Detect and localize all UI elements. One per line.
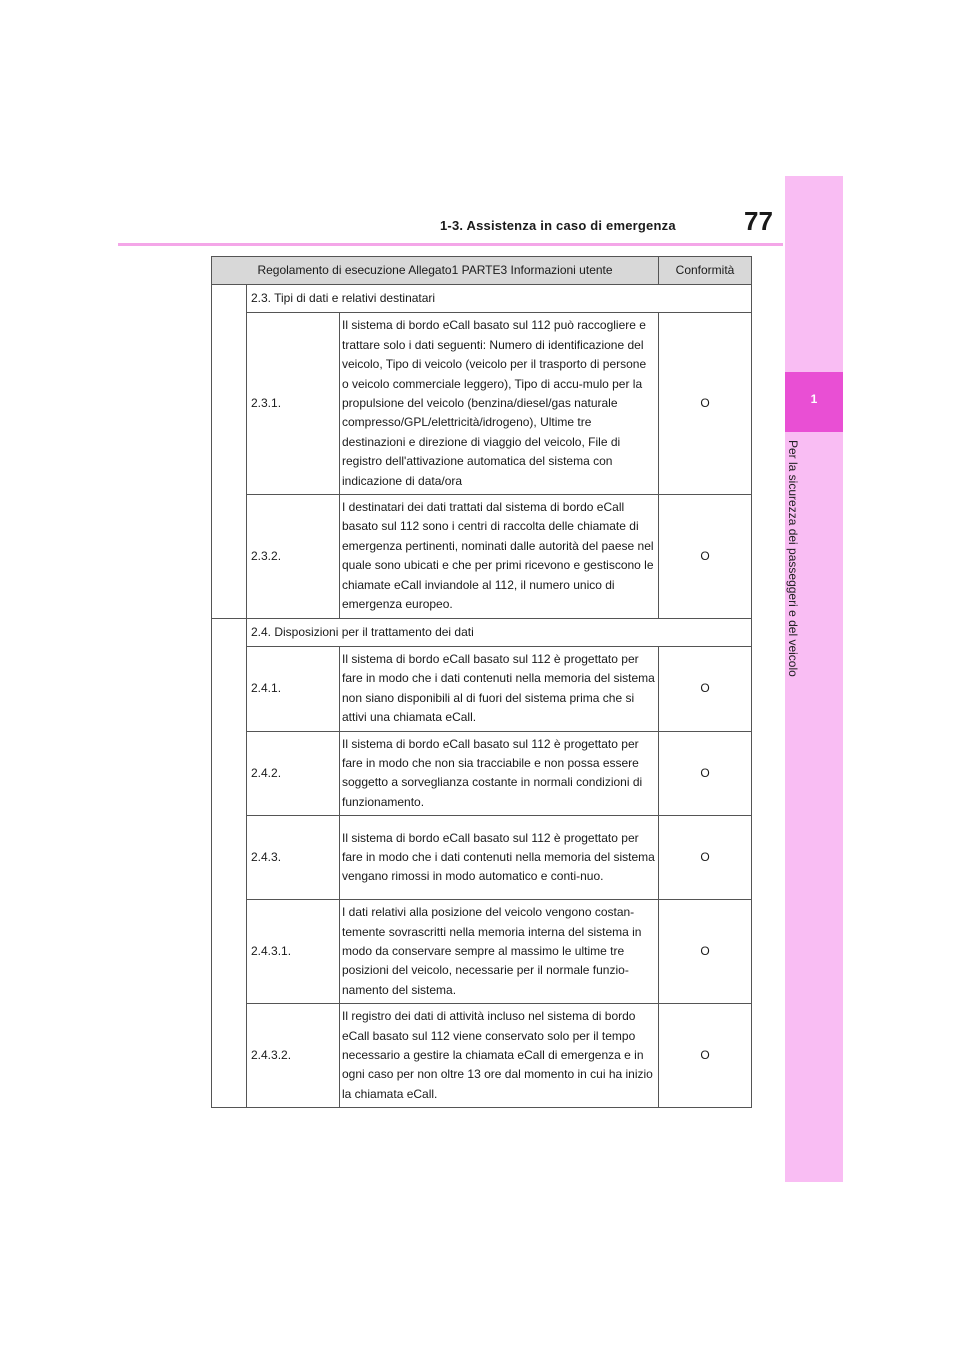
item-conformity: O xyxy=(659,900,752,1004)
table-header-row xyxy=(212,257,752,285)
item-conformity: O xyxy=(659,816,752,900)
item-text: Il registro dei dati di attività incluso nel sistema di bordo eCall basato sul 112 viene conservato solo per il tempo necessario a gestire la chiamata eCall di emergenza e in ogni caso per non oltre 13 ore dal momento in cui ha inizio la chiamata eCall. xyxy=(340,1004,659,1108)
item-conformity: O xyxy=(659,313,752,495)
header-rule xyxy=(118,243,783,246)
table-row xyxy=(212,495,752,618)
chapter-number: 1 xyxy=(810,392,818,406)
item-number: 2.4.3.1. xyxy=(247,900,340,1004)
table-row xyxy=(212,646,752,731)
section-row xyxy=(212,285,752,313)
item-number: 2.3.2. xyxy=(247,495,340,618)
item-text: Il sistema di bordo eCall basato sul 112 può raccogliere e trattare solo i dati seguenti: Numero di identificazione del veicolo, Tipo di veicolo (veicolo per il trasporto di persone o veicolo commerciale leggero), Tipo di accu-mulo per la propulsione del veicolo (benzina/diesel/gas naturale compresso/GPL/elettricità/idrogeno), Ultime tre destinazioni e direzione di viaggio del veicolo, File di registro dell'attivazione automatica del sistema con indicazione di data/ora xyxy=(340,313,659,495)
header-regulation: Regolamento di esecuzione Allegato1 PARTE3 Informazioni utente xyxy=(212,257,659,285)
table-row xyxy=(212,313,752,495)
item-number: 2.4.2. xyxy=(247,731,340,816)
blank-cell xyxy=(212,285,247,619)
chapter-label: Per la sicurezza dei passeggeri e del veicolo xyxy=(786,440,800,677)
section-title-cell: 2.3. Tipi di dati e relativi destinatari xyxy=(247,285,752,313)
table-row xyxy=(212,731,752,816)
item-conformity: O xyxy=(659,495,752,618)
item-conformity: O xyxy=(659,646,752,731)
item-text: Il sistema di bordo eCall basato sul 112 è progettato per fare in modo che i dati contenuti nella memoria del sistema non siano disponibili al di fuori del sistema prima che si attivi una chiamata eCall. xyxy=(340,646,659,731)
table-row xyxy=(212,900,752,1004)
header-conformity: Conformità xyxy=(659,257,752,285)
blank-cell xyxy=(212,618,247,1108)
page-number: 77 xyxy=(744,206,773,236)
item-number: 2.4.3.2. xyxy=(247,1004,340,1108)
item-conformity: O xyxy=(659,731,752,816)
table-row xyxy=(212,1004,752,1108)
item-text: Il sistema di bordo eCall basato sul 112 è progettato per fare in modo che non sia tracciabile e non possa essere soggetto a sorveglianza costante in normali condizioni di funzionamento. xyxy=(340,731,659,816)
section-row xyxy=(212,618,752,646)
section-title-cell: 2.4. Disposizioni per il trattamento dei dati xyxy=(247,618,752,646)
section-title: 1-3. Assistenza in caso di emergenza xyxy=(440,218,676,233)
item-number: 2.4.3. xyxy=(247,816,340,900)
chapter-side-tab xyxy=(785,176,843,1182)
table-row xyxy=(212,816,752,900)
item-number: 2.4.1. xyxy=(247,646,340,731)
regulation-table xyxy=(211,256,752,1108)
item-text: Il sistema di bordo eCall basato sul 112 è progettato per fare in modo che i dati contenuti nella memoria del sistema vengano rimossi in modo automatico e conti-nuo. xyxy=(340,816,659,900)
item-number: 2.3.1. xyxy=(247,313,340,495)
item-text: I dati relativi alla posizione del veicolo vengono costan-temente sovrascritti nella memoria interna del sistema in modo da conservare sempre al massimo le ultime tre posizioni del veicolo, necessarie per il normale funzio-namento del sistema. xyxy=(340,900,659,1004)
item-text: I destinatari dei dati trattati dal sistema di bordo eCall basato sul 112 sono i centri di raccolta delle chiamate di emergenza pertinenti, nominati dalle autorità del paese nel quale sono ubicati e che per primi ricevono e gestiscono le chiamate eCall inviandole al 112, il numero unico di emergenza europeo. xyxy=(340,495,659,618)
item-conformity: O xyxy=(659,1004,752,1108)
